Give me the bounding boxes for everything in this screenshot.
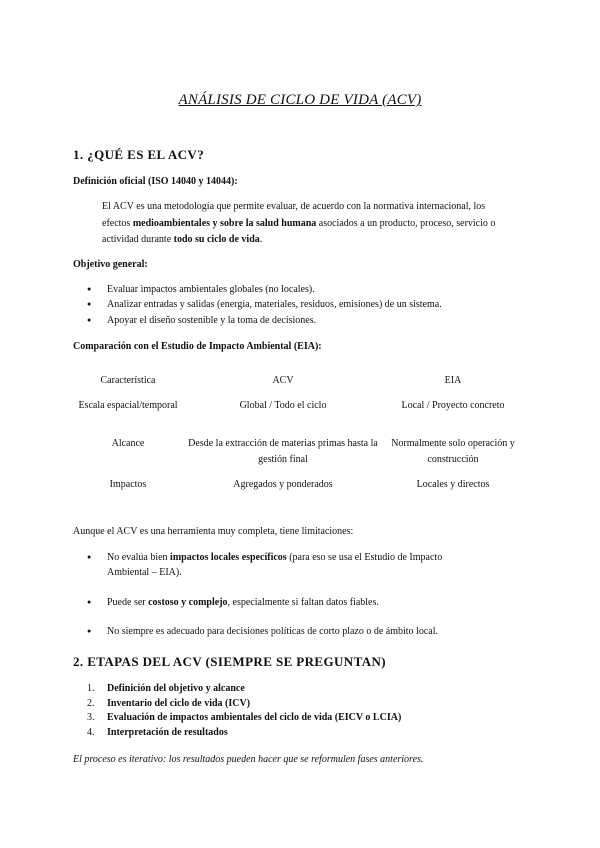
- section-2-heading: 2. ETAPAS DEL ACV (SIEMPRE SE PREGUNTAN): [73, 654, 386, 669]
- stages-list: [87, 682, 401, 740]
- table-cell: Locales y directos: [416, 479, 490, 490]
- comparison-label: Comparación con el Estudio de Impacto Ambiental (EIA):: [73, 341, 322, 352]
- table-cell: Desde la extracción de materias primas hasta la gestión final: [188, 438, 378, 465]
- table-cell: Agregados y ponderados: [233, 479, 333, 490]
- list-item: 1. Definición del objetivo y alcance: [87, 683, 245, 694]
- table-cell: Alcance: [111, 438, 145, 449]
- table-header: Característica: [100, 375, 156, 386]
- section-1-heading: 1. ¿QUÉ ES EL ACV?: [73, 147, 205, 162]
- definition-label: Definición oficial (ISO 14040 y 14044):: [73, 176, 238, 187]
- list-item: ● Puede ser costoso y complejo, especialmente si faltan datos fiables.: [87, 595, 477, 610]
- table-cell: Local / Proyecto concreto: [401, 400, 505, 411]
- limitations-intro: Aunque el ACV es una herramienta muy completa, tiene limitaciones:: [73, 526, 354, 537]
- list-item: 2. Inventario del ciclo de vida (ICV): [87, 697, 251, 709]
- table-cell: Global / Todo el ciclo: [239, 400, 327, 411]
- list-item: ● Apoyar el diseño sostenible y la toma de decisiones.: [87, 313, 442, 328]
- iterative-note: El proceso es iterativo: los resultados pueden hacer que se reformulen fases anteriores.: [73, 754, 424, 765]
- list-item: ● Evaluar impactos ambientales globales (no locales).: [87, 282, 442, 297]
- objectives-list: [87, 282, 442, 328]
- table-cell: Impactos: [109, 479, 147, 490]
- table-header: ACV: [272, 375, 294, 386]
- list-item: ● No evalúa bien impactos locales específicos (para eso se usa el Estudio de Impacto Ambiental – EIA).: [87, 550, 477, 581]
- table-header: EIA: [444, 375, 462, 386]
- list-item: ● Analizar entradas y salidas (energía, materiales, residuos, emisiones) de un sistema.: [87, 297, 442, 312]
- list-item: ● No siempre es adecuado para decisiones políticas de corto plazo o de ámbito local.: [87, 624, 527, 639]
- list-item: 4. Interpretación de resultados: [87, 726, 228, 738]
- document-title: ANÁLISIS DE CICLO DE VIDA (ACV): [178, 92, 422, 108]
- definition-paragraph: El ACV es una metodología que permite evaluar, de acuerdo con la normativa internacional, los efectos medioambientales y sobre la salud humana asociados a un producto, proceso, servicio o actividad durante todo su ciclo de vida.: [102, 201, 496, 245]
- table-cell: Normalmente solo operación y construcción: [391, 438, 515, 465]
- objective-label: Objetivo general:: [73, 259, 148, 270]
- list-item: 3. Evaluación de impactos ambientales del ciclo de vida (EICV o LCIA): [87, 712, 402, 723]
- table-cell: Escala espacial/temporal: [78, 400, 178, 411]
